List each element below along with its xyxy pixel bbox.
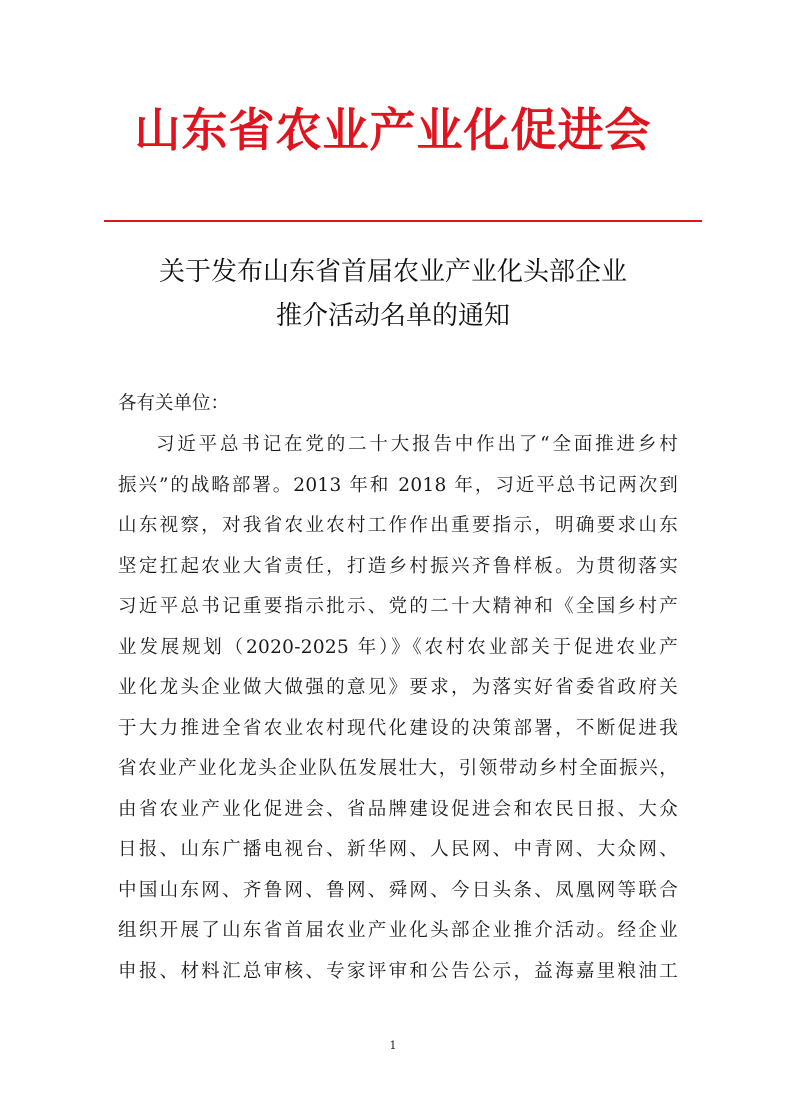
body-line: 省农业产业化龙头企业队伍发展壮大，引领带动乡村全面振兴， (118, 758, 678, 779)
body-paragraph (118, 425, 678, 992)
document-title (0, 250, 786, 338)
body-line: 于大力推进全省农业农村现代化建设的决策部署，不断促进我 (118, 717, 678, 739)
body-line: 习近平总书记重要指示批示、党的二十大精神和《全国乡村产 (118, 596, 678, 617)
body-line: 由省农业产业化促进会、省品牌建设促进会和农民日报、大众 (118, 798, 678, 820)
organization-letterhead: 山东省农业产业化促进会 (134, 103, 652, 157)
body-line: 中国山东网、齐鲁网、鲁网、舜网、今日头条、凤凰网等联合 (118, 879, 678, 901)
body-line: 业发展规划（2020-2025 年）》《农村农业部关于促进农业产 (118, 636, 678, 658)
body-line: 振兴”的战略部署。2013 年和 2018 年，习近平总书记两次到 (118, 474, 678, 496)
body-line: 组织开展了山东省首届农业产业化头部企业推介活动。经企业 (118, 920, 678, 941)
body-line: 山东视察，对我省农业农村工作作出重要指示，明确要求山东 (118, 515, 678, 536)
page-number: 1 (389, 1039, 397, 1052)
salutation: 各有关单位： (118, 393, 230, 414)
body-line: 申报、材料汇总审核、专家评审和公告公示，益海嘉里粮油工 (118, 960, 678, 982)
body-line: 习近平总书记在党的二十大报告中作出了“全面推进乡村 (156, 434, 678, 455)
document-title-line-2: 推介活动名单的通知 (275, 301, 510, 331)
body-line: 日报、山东广播电视台、新华网、人民网、中青网、大众网、 (118, 839, 678, 860)
body-line: 坚定扛起农业大省责任，打造乡村振兴齐鲁样板。为贯彻落实 (118, 555, 678, 577)
body-line: 业化龙头企业做大做强的意见》要求，为落实好省委省政府关 (118, 677, 678, 698)
document-title-line-1: 关于发布山东省首届农业产业化头部企业 (158, 257, 627, 287)
letterhead-divider (104, 220, 702, 222)
